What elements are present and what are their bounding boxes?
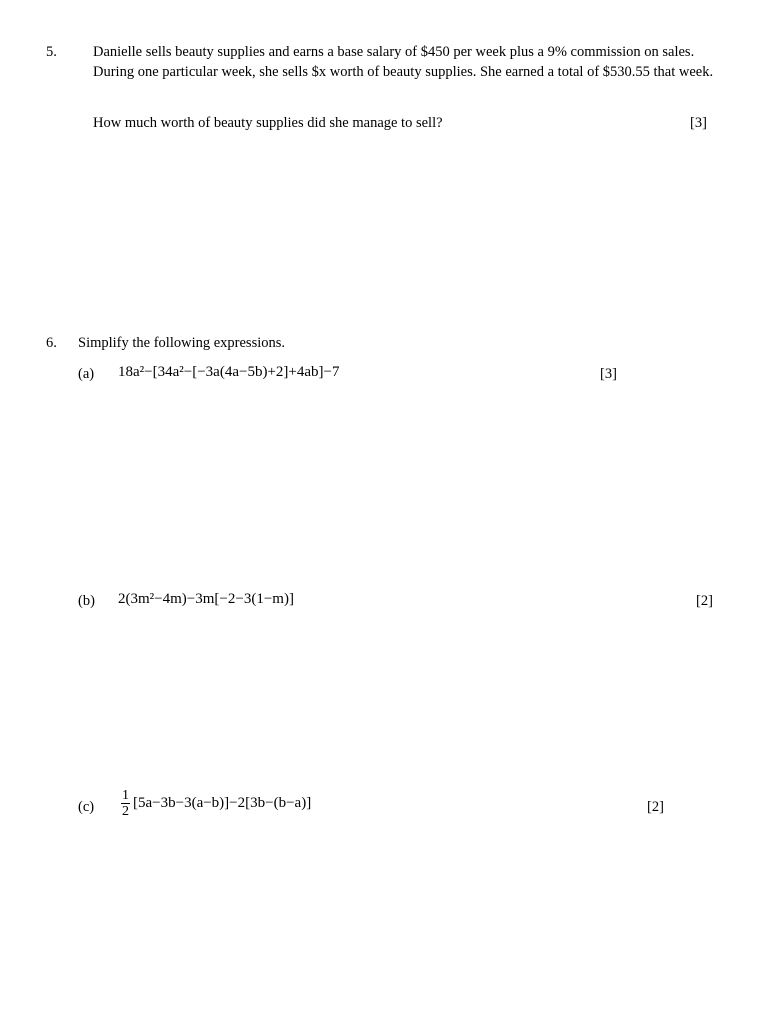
part-c-label: (c) bbox=[78, 799, 95, 815]
part-b-label: (b) bbox=[78, 593, 95, 609]
part-a-label: (a) bbox=[78, 366, 95, 382]
fraction-denominator: 2 bbox=[122, 804, 129, 819]
part-b-expression: 2(3m²−4m)−3m[−2−3(1−m)] bbox=[118, 591, 294, 607]
part-c-marks: [2] bbox=[647, 799, 664, 815]
fraction-numerator: 1 bbox=[122, 788, 129, 803]
part-a-marks: [3] bbox=[600, 366, 617, 382]
question-5-prompt: How much worth of beauty supplies did she manage to sell? bbox=[93, 115, 443, 131]
part-c-expression: [5a−3b−3(a−b)]−2[3b−(b−a)] bbox=[133, 795, 312, 811]
question-6-number: 6. bbox=[46, 335, 57, 351]
part-b-marks: [2] bbox=[696, 593, 713, 609]
question-6-intro: Simplify the following expressions. bbox=[78, 335, 286, 351]
part-a-expression: 18a²−[34a²−[−3a(4a−5b)+2]+4ab]−7 bbox=[118, 364, 340, 380]
part-c-expression-wrapper bbox=[121, 788, 311, 819]
question-5-marks: [3] bbox=[690, 115, 707, 131]
one-half-fraction bbox=[121, 788, 130, 819]
question-5-text: Danielle sells beauty supplies and earns a base salary of $450 per week plus a 9% commission on sales. During one particular week, she sells $x worth of beauty supplies. She earned a total of $530.55 that week. bbox=[93, 44, 714, 80]
question-5-number: 5. bbox=[46, 44, 57, 60]
